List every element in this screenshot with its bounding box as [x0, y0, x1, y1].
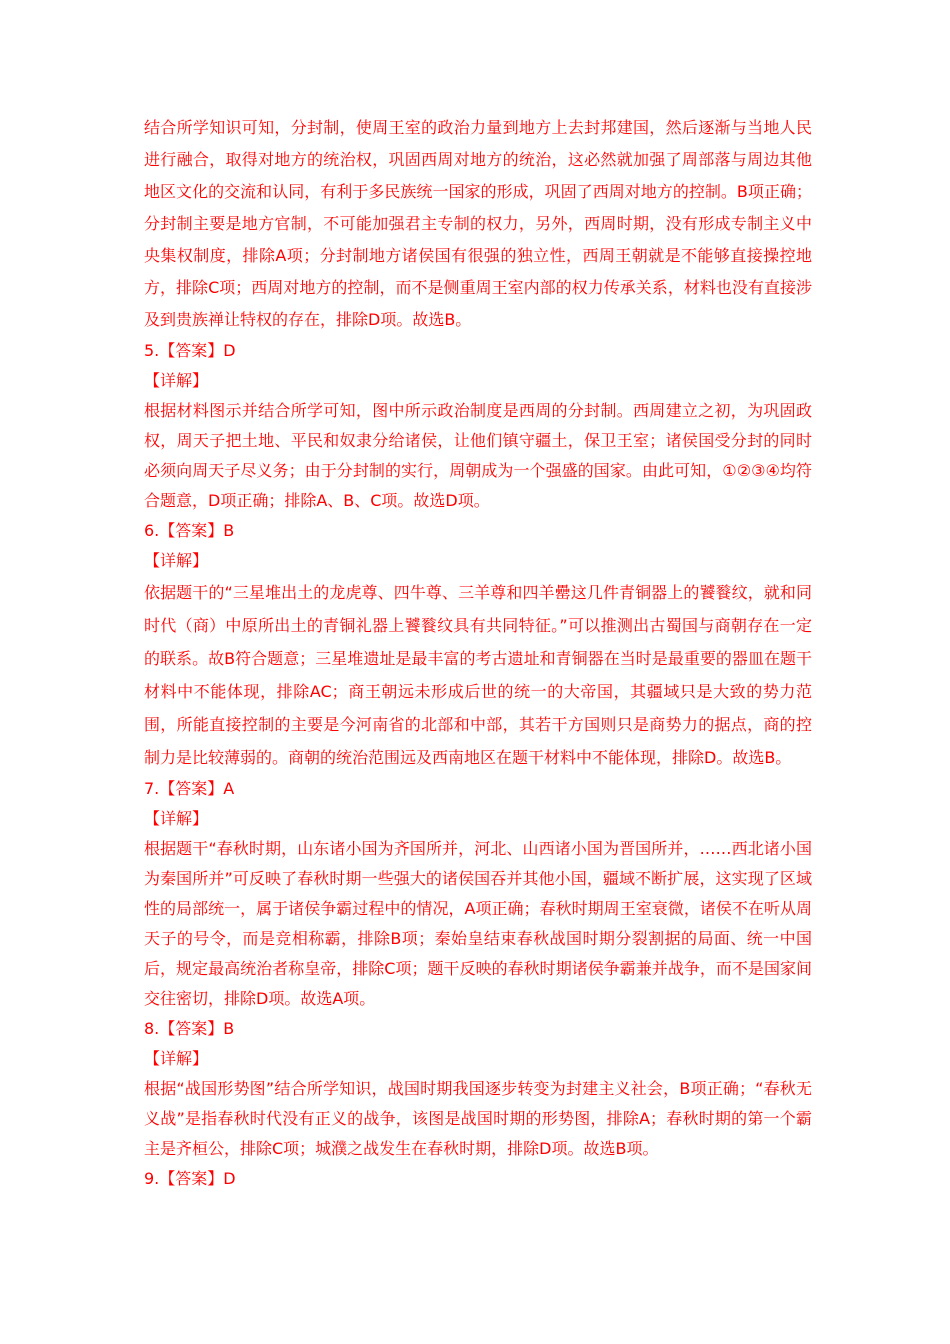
answer-q5: 5.【答案】D — [144, 341, 236, 360]
detail-heading-q5: 【详解】 — [144, 371, 209, 390]
paragraph-q5-explanation: 根据材料图示并结合所学可知，图中所示政治制度是西周的分封制。西周建立之初，为巩固政权，周天子把土地、平民和奴隶分给诸侯，让他们镇守疆土，保卫王室；诸侯国受分封的同时必须向周天子尽义务；由于分封制的实行，周朝成为一个强盛的国家。由此可知，①②③④均符合题意，D项正确；排除A、B、C项。故选D项。 — [144, 401, 812, 510]
paragraph-q6-explanation: 依据题干的“三星堆出土的龙虎尊、四牛尊、三羊尊和四羊罍这几件青铜器上的饕餮纹，就和同时代（商）中原所出土的青铜礼器上饕餮纹具有共同特征。”可以推测出古蜀国与商朝存在一定的联系。故B符合题意；三星堆遗址是最丰富的考古遗址和青铜器在当时是最重要的器皿在题干材料中不能体现，排除AC；商王朝远未形成后世的统一的大帝国，其疆域只是大致的势力范围，所能直接控制的主要是今河南省的北部和中部，其若干方国则只是商势力的据点，商的控制力是比较薄弱的。商朝的统治范围远及西南地区在题干材料中不能体现，排除D。故选B。 — [144, 583, 812, 767]
answer-q8: 8.【答案】B — [144, 1019, 235, 1038]
paragraph-q8-explanation: 根据“战国形势图”结合所学知识，战国时期我国逐步转变为封建主义社会，B项正确；“春秋无义战”是指春秋时代没有正义的战争，该图是战国时期的形势图，排除A；春秋时期的第一个霸主是齐桓公，排除C项；城濮之战发生在春秋时期，排除D项。故选B项。 — [144, 1079, 812, 1158]
detail-heading-q6: 【详解】 — [144, 551, 209, 570]
answer-q7: 7.【答案】A — [144, 779, 235, 798]
answer-explanations — [144, 112, 812, 1194]
answer-q6: 6.【答案】B — [144, 521, 235, 540]
paragraph-q4-explanation: 结合所学知识可知，分封制，使周王室的政治力量到地方上去封邦建国，然后逐渐与当地人民进行融合，取得对地方的统治权，巩固西周对地方的统治，这必然就加强了周部落与周边其他地区文化的交流和认同，有利于多民族统一国家的形成，巩固了西周对地方的控制。B项正确；分封制主要是地方官制，不可能加强君主专制的权力，另外，西周时期，没有形成专制主义中央集权制度，排除A项；分封制地方诸侯国有很强的独立性，西周王朝就是不能够直接操控地方，排除C项；西周对地方的控制，而不是侧重周王室内部的权力传承关系，材料也没有直接涉及到贵族禅让特权的存在，排除D项。故选B。 — [144, 118, 812, 329]
detail-heading-q7: 【详解】 — [144, 809, 209, 828]
paragraph-q7-explanation: 根据题干“春秋时期，山东诸小国为齐国所并，河北、山西诸小国为晋国所并，……西北诸小国为秦国所并”可反映了春秋时期一些强大的诸侯国吞并其他小国，疆域不断扩展，这实现了区域性的局部统一，属于诸侯争霸过程中的情况，A项正确；春秋时期周王室衰微，诸侯不在听从周天子的号令，而是竞相称霸，排除B项；秦始皇结束春秋战国时期分裂割据的局面、统一中国后，规定最高统治者称皇帝，排除C项；题干反映的春秋时期诸侯争霸兼并战争，而不是国家间交往密切，排除D项。故选A项。 — [144, 839, 812, 1008]
detail-heading-q8: 【详解】 — [144, 1049, 209, 1068]
answer-q9: 9.【答案】D — [144, 1169, 236, 1188]
